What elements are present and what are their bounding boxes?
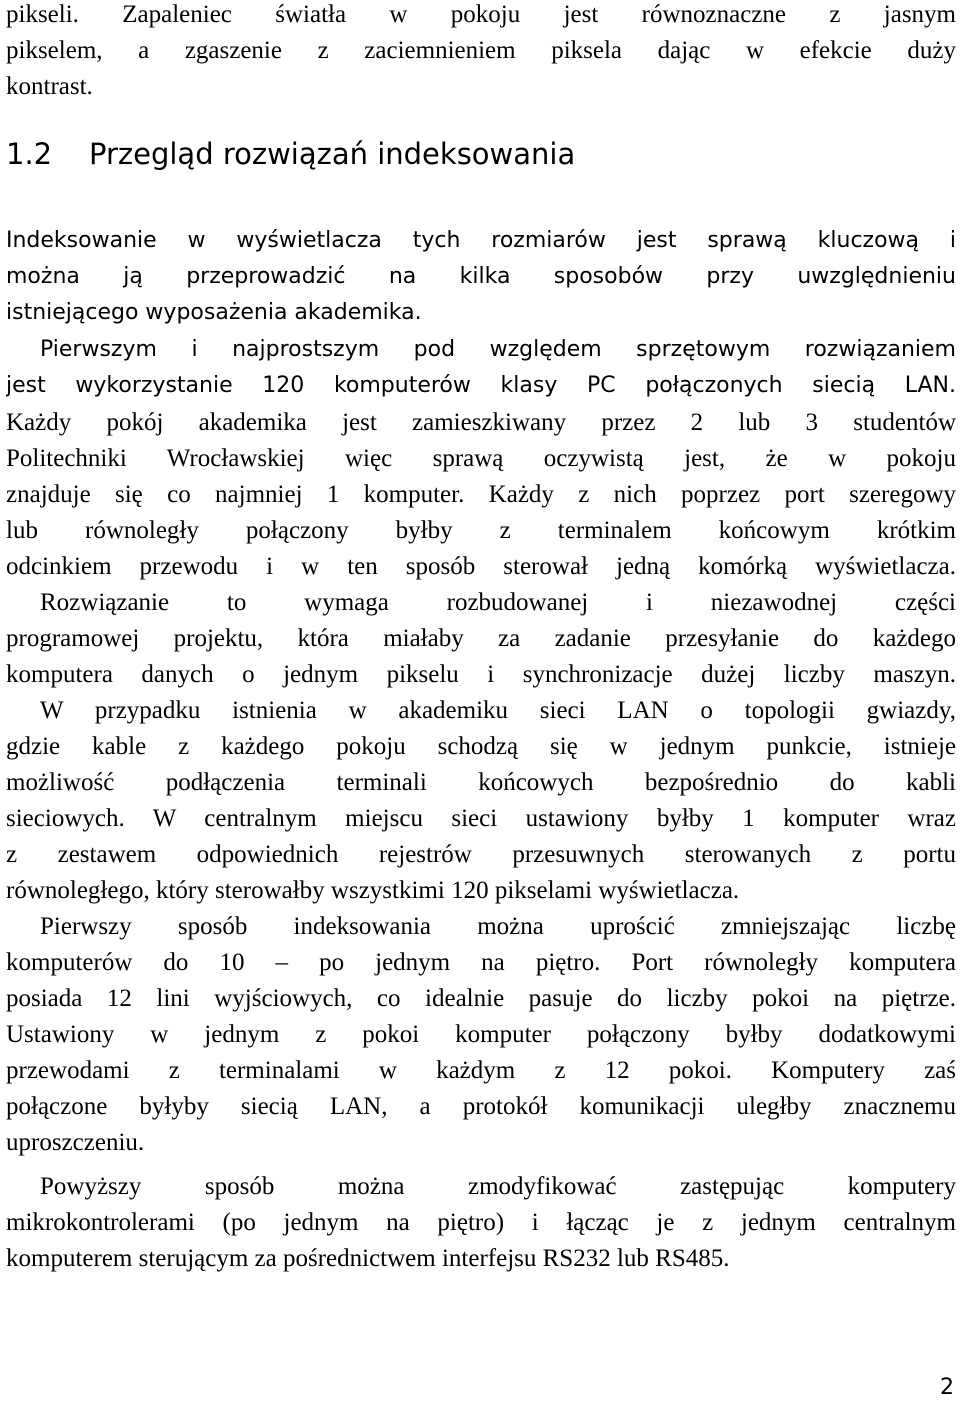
paragraph-first-solution [6, 332, 956, 404]
paragraph-line: można ją przeprowadzić na kilka sposobów przy uwzględnieniu [6, 264, 956, 289]
paragraph-line: komputerem sterującym za pośrednictwem interfejsu RS232 lub RS485. [6, 1245, 730, 1272]
page-number: 2 [940, 1375, 954, 1400]
paragraph-modification [6, 1169, 956, 1277]
section-number: 1.2 [6, 137, 53, 171]
paragraph-line: lub równoległy połączony byłby z terminalem końcowym krótkim [6, 517, 956, 544]
paragraph-line: Powyższy sposób można zmodyfikować zastępując komputery [40, 1173, 956, 1200]
paragraph-line: możliwość podłączenia terminali końcowych bezpośrednio do kabli [6, 769, 956, 796]
section-title: Przegląd rozwiązań indeksowania [89, 137, 576, 171]
paragraph-line: Politechniki Wrocławskiej więc sprawą oczywistą jest, że w pokoju [6, 445, 956, 472]
paragraph-line: równoległego, który sterowałby wszystkimi 120 pikselami wyświetlacza. [6, 877, 740, 904]
intro-line: kontrast. [6, 73, 93, 100]
intro-line: pikselem, a zgaszenie z zaciemnieniem piksela dając w efekcie duży [6, 37, 956, 64]
paragraph-line: posiada 12 lini wyjściowych, co idealnie pasuje do liczby pokoi na piętrze. [6, 985, 956, 1012]
paragraph-line: znajduje się co najmniej 1 komputer. Każdy z nich poprzez port szeregowy [6, 481, 956, 508]
paragraph-line: W przypadku istnienia w akademiku sieci LAN o topologii gwiazdy, [40, 697, 956, 724]
paragraph-line: komputerów do 10 – po jednym na piętro. Port równoległy komputera [6, 949, 956, 976]
paragraph-line: mikrokontrolerami (po jednym na piętro) i łącząc je z jednym centralnym [6, 1209, 956, 1236]
paragraph-line: Ustawiony w jednym z pokoi komputer połączony byłby dodatkowymi [6, 1021, 956, 1048]
paragraph-solution-details [6, 405, 956, 1161]
paragraph-line: istniejącego wyposażenia akademika. [6, 300, 422, 325]
paragraph-line: połączone byłyby siecią LAN, a protokół komunikacji uległby znacznemu [6, 1093, 956, 1120]
paragraph-line: programowej projektu, która miałaby za zadanie przesyłanie do każdego [6, 625, 956, 652]
paragraph-line: Każdy pokój akademika jest zamieszkiwany przez 2 lub 3 studentów [6, 409, 956, 436]
paragraph-line: odcinkiem przewodu i w ten sposób sterował jedną komórką wyświetlacza. [6, 553, 956, 580]
intro-line: pikseli. Zapaleniec światła w pokoju jest równoznaczne z jasnym [6, 1, 956, 28]
paragraph-line: gdzie kable z każdego pokoju schodzą się w jednym punkcie, istnieje [6, 733, 956, 760]
intro-paragraph [6, 0, 956, 105]
paragraph-line: jest wykorzystanie 120 komputerów klasy PC połączonych siecią LAN. [6, 373, 956, 398]
paragraph-line: przewodami z terminalami w każdym z 12 pokoi. Komputery zaś [6, 1057, 956, 1084]
paragraph-line: uproszczeniu. [6, 1129, 145, 1156]
paragraph-line: Rozwiązanie to wymaga rozbudowanej i niezawodnej części [40, 589, 956, 616]
paragraph-line: Pierwszy sposób indeksowania można uprościć zmniejszając liczbę [40, 913, 956, 940]
paragraph-line: komputera danych o jednym pikselu i synchronizacje dużej liczby maszyn. [6, 661, 956, 688]
paragraph-indexing-intro [6, 223, 956, 331]
paragraph-line: Pierwszym i najprostszym pod względem sprzętowym rozwiązaniem [40, 337, 956, 362]
paragraph-line: z zestawem odpowiednich rejestrów przesuwnych sterowanych z portu [6, 841, 956, 868]
paragraph-line: Indeksowanie w wyświetlacza tych rozmiarów jest sprawą kluczową i [6, 228, 956, 253]
section-heading [6, 134, 956, 174]
paragraph-line: sieciowych. W centralnym miejscu sieci ustawiony byłby 1 komputer wraz [6, 805, 956, 832]
